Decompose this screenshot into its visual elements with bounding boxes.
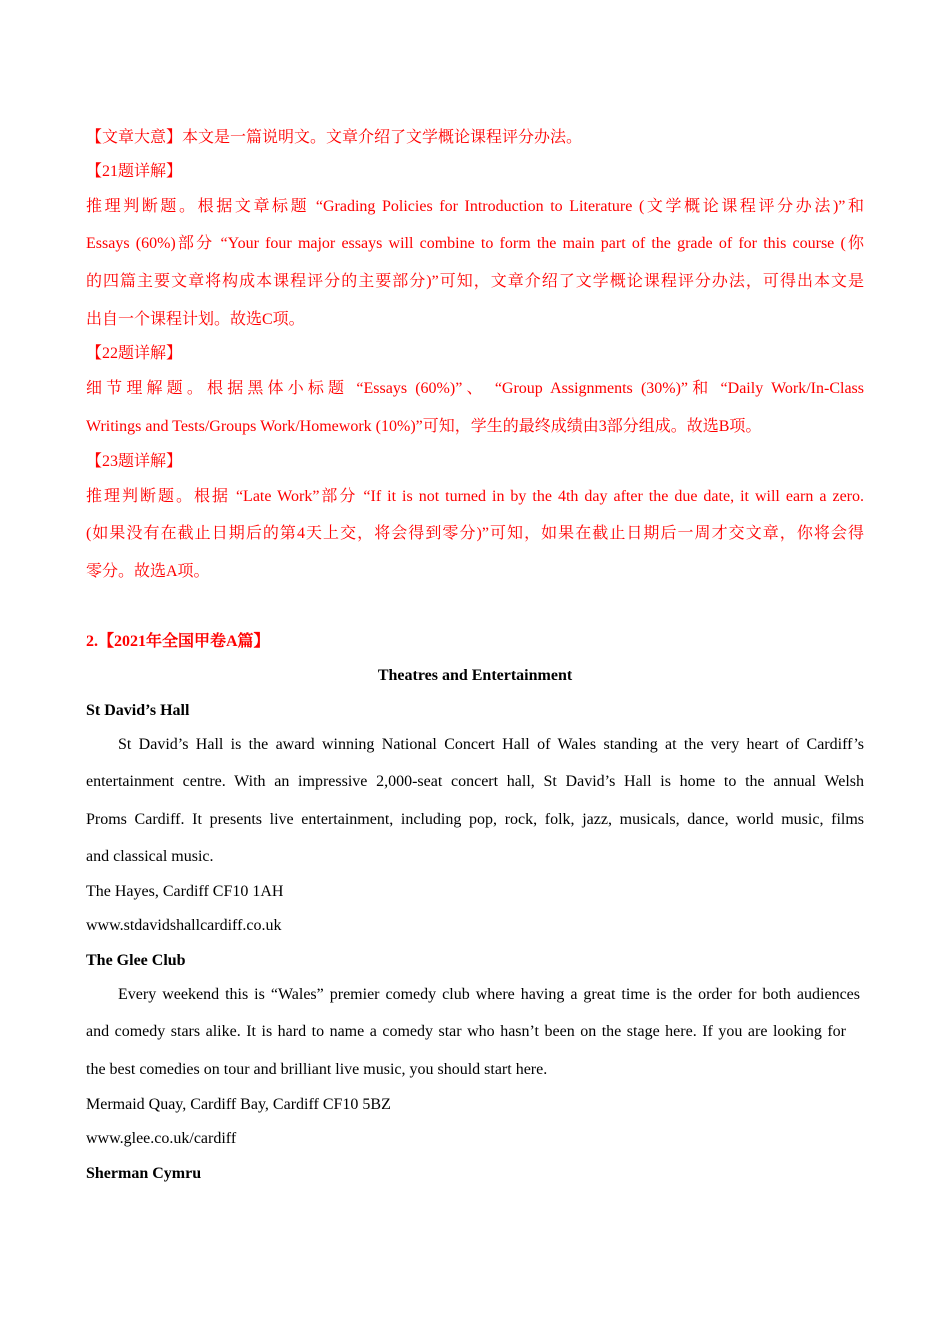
venue-name: Sherman Cymru (86, 1165, 202, 1182)
section-heading: 2.【2021年全国甲卷A篇】 (86, 633, 270, 650)
venue-description-line: and classical music. (86, 848, 214, 865)
venue-website: www.stdavidshallcardiff.co.uk (86, 917, 282, 934)
venue-description-line: the best comedies on tour and brilliant live music, you should start here. (86, 1061, 548, 1078)
venue-description-line: Proms Cardiff. It presents live entertainment, including pop, rock, folk, jazz, musicals, dance, world music, films (86, 811, 864, 828)
q21-line: 推理判断题。根据文章标题 “Grading Policies for Introduction to Literature (文学概论课程评分办法)”和 (86, 198, 864, 215)
q23-line: 推理判断题。根据 “Late Work”部分 “If it is not turned in by the 4th day after the due date, it will earn a zero. (86, 488, 864, 505)
q22-line: Writings and Tests/Groups Work/Homework (10%)”可知，学生的最终成绩由3部分组成。故选B项。 (86, 418, 762, 435)
summary-line: 【文章大意】本文是一篇说明文。文章介绍了文学概论课程评分办法。 (86, 129, 583, 146)
passage-title: Theatres and Entertainment (377, 667, 573, 684)
venue-website: www.glee.co.uk/cardiff (86, 1130, 237, 1147)
venue-address: Mermaid Quay, Cardiff Bay, Cardiff CF10 5BZ (86, 1096, 391, 1113)
venue-description-line: entertainment centre. With an impressive 2,000-seat concert hall, St David’s Hall is home to the annual Welsh (86, 773, 864, 790)
q21-line: 的四篇主要文章将构成本课程评分的主要部分)”可知，文章介绍了文学概论课程评分办法，可得出本文是 (86, 273, 864, 290)
venue-description-line: St David’s Hall is the award winning National Concert Hall of Wales standing at the very heart of Cardiff’s (118, 736, 864, 753)
venue-name: St David’s Hall (86, 702, 190, 719)
venue-description-line: Every weekend this is “Wales” premier comedy club where having a great time is the order for both audiences (118, 986, 860, 1003)
q23-line: 零分。故选A项。 (86, 563, 210, 580)
venue-description-line: and comedy stars alike. It is hard to name a comedy star who hasn’t been on the stage here. If you are looking for (86, 1023, 846, 1040)
venue-address: The Hayes, Cardiff CF10 1AH (86, 883, 284, 900)
q21-line: 出自一个课程计划。故选C项。 (86, 311, 305, 328)
q21-line: Essays (60%)部分 “Your four major essays will combine to form the main part of the grade of for this course (你 (86, 235, 864, 252)
q22-heading: 【22题详解】 (86, 345, 183, 362)
q23-heading: 【23题详解】 (86, 453, 183, 470)
q23-line: (如果没有在截止日期后的第4天上交，将会得到零分)”可知，如果在截止日期后一周才交文章，你将会得 (86, 525, 864, 542)
q21-heading: 【21题详解】 (86, 163, 183, 180)
q22-line: 细节理解题。根据黑体小标题 “Essays (60%)”、 “Group Assignments (30%)”和 “Daily Work/In-Class (86, 380, 864, 397)
venue-name: The Glee Club (86, 952, 186, 969)
